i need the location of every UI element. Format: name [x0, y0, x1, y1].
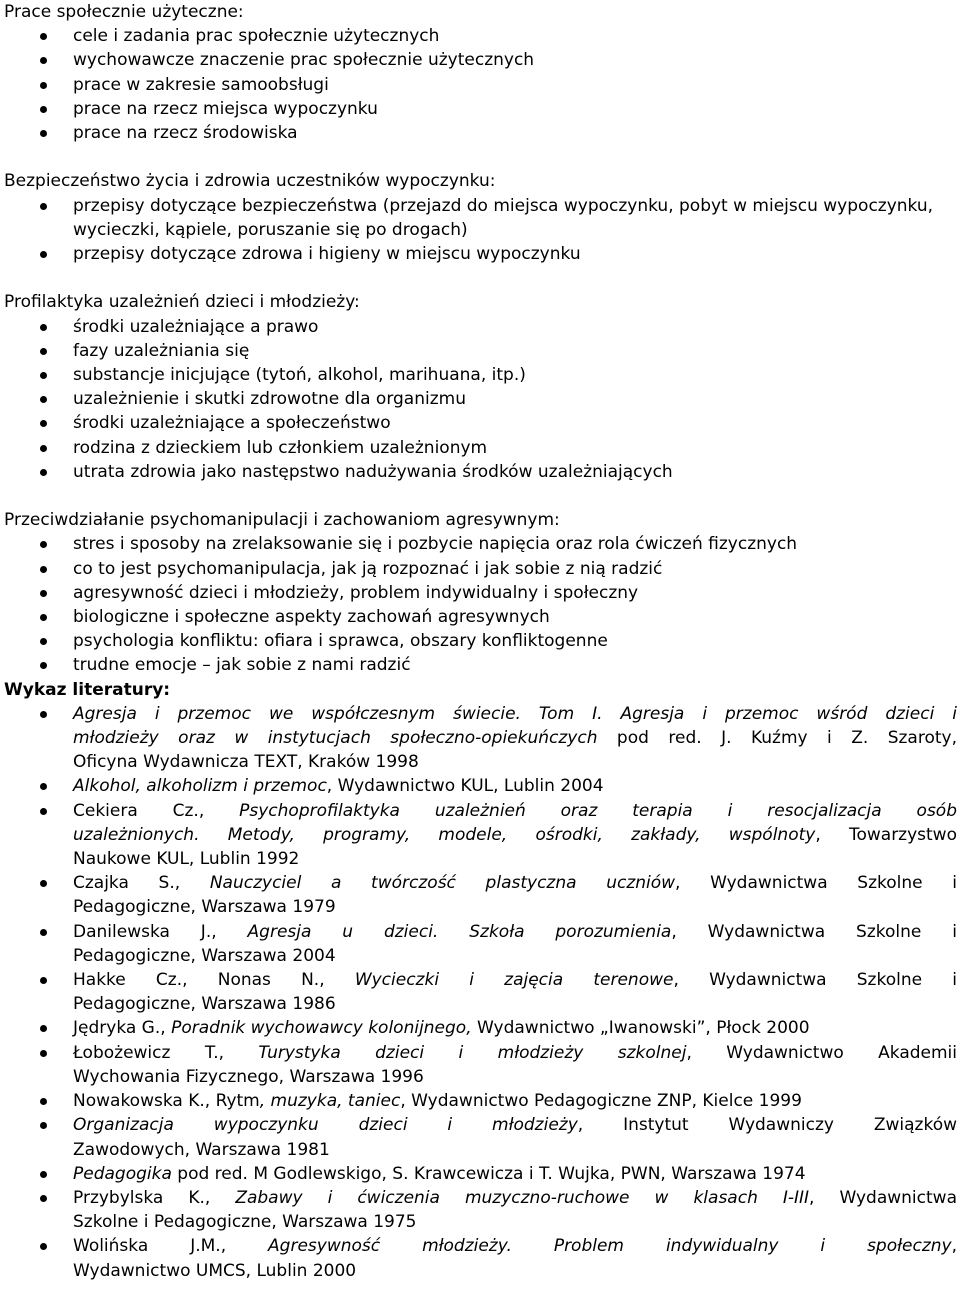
list-item: rodzina z dzieckiem lub członkiem uzależnionym	[4, 436, 957, 460]
title-text: Turystyka dzieci i młodzieży szkolnej	[258, 1042, 687, 1063]
entry-text: , Towarzystwo	[815, 824, 957, 845]
entry-text: Wolińska J.M.,	[73, 1236, 269, 1257]
literature-entry	[4, 702, 957, 775]
literature-section	[4, 678, 957, 1283]
literature-entry	[4, 1113, 957, 1161]
title-text: uzależnionych. Metody, programy, modele, ośrodki, zakłady, wspólnoty	[73, 824, 816, 845]
entry-line	[73, 895, 957, 919]
literature-entry	[4, 799, 957, 872]
entry-line	[73, 1113, 957, 1137]
entry-line	[73, 750, 957, 774]
entry-text: Oficyna Wydawnicza TEXT, Kraków 1998	[73, 752, 419, 773]
title-text: Nauczyciel a twórczość plastyczna uczniów	[209, 873, 676, 894]
entry-text: Zawodowych, Warszawa 1981	[73, 1139, 330, 1160]
literature-entry	[4, 1089, 957, 1113]
literature-entry	[4, 1016, 957, 1040]
entry-text: , Wydawnictwa	[809, 1187, 957, 1208]
entry-line	[73, 774, 957, 798]
topic-section	[4, 290, 957, 484]
entry-line	[73, 1210, 957, 1234]
literature-entry	[4, 1234, 957, 1282]
literature-heading: Wykaz literatury:	[4, 679, 171, 700]
entry-line	[73, 1259, 957, 1283]
topic-sections	[4, 0, 957, 678]
entry-line	[73, 799, 957, 823]
entry-text: Czajka S.,	[73, 873, 210, 894]
bullet-list	[4, 194, 957, 267]
list-item: substancje inicjujące (tytoń, alkohol, marihuana, itp.)	[4, 363, 957, 387]
literature-entry	[4, 920, 957, 968]
entry-text: , Wydawnictwo Akademii	[686, 1042, 957, 1063]
title-text: , muzyka, taniec	[259, 1091, 401, 1112]
list-item: wychowawcze znaczenie prac społecznie użytecznych	[4, 48, 957, 72]
list-item: prace w zakresie samoobsługi	[4, 73, 957, 97]
list-item: utrata zdrowia jako następstwo nadużywania środków uzależniających	[4, 460, 957, 484]
literature-list	[4, 702, 957, 1283]
entry-line	[73, 823, 957, 847]
topic-section	[4, 508, 957, 677]
literature-entry	[4, 871, 957, 919]
list-item: przepisy dotyczące bezpieczeństwa (przejazd do miejsca wypoczynku, pobyt w miejscu wypoczynku, wycieczki, kąpiele, poruszanie się po drogach)	[4, 194, 957, 242]
literature-entry	[4, 1041, 957, 1089]
entry-text: Wychowania Fizycznego, Warszawa 1996	[73, 1066, 424, 1087]
entry-text: Cekiera Cz.,	[73, 800, 240, 821]
section-heading: Bezpieczeństwo życia i zdrowia uczestników wypoczynku:	[4, 171, 496, 192]
entry-text: , Wydawnictwo Pedagogiczne ZNP, Kielce 1999	[400, 1091, 802, 1112]
entry-line	[73, 702, 957, 726]
list-item: co to jest psychomanipulacja, jak ją rozpoznać i jak sobie z nią radzić	[4, 557, 957, 581]
list-item: cele i zadania prac społecznie użytecznych	[4, 24, 957, 48]
entry-line	[73, 920, 957, 944]
title-text: Psychoprofilaktyka uzależnień oraz terapia i resocjalizacja osób	[239, 800, 957, 821]
entry-line	[73, 1234, 957, 1258]
list-item: trudne emocje – jak sobie z nami radzić	[4, 653, 957, 677]
entry-line	[73, 944, 957, 968]
list-item: fazy uzależniania się	[4, 339, 957, 363]
title-text: Poradnik wychowawcy kolonijnego,	[171, 1018, 472, 1039]
entry-line	[73, 1016, 957, 1040]
title-text: Alkohol, alkoholizm i przemoc	[73, 776, 327, 797]
section-heading: Przeciwdziałanie psychomanipulacji i zachowaniom agresywnym:	[4, 510, 560, 531]
list-item: prace na rzecz miejsca wypoczynku	[4, 97, 957, 121]
section-heading: Profilaktyka uzależnień dzieci i młodzieży:	[4, 292, 360, 313]
entry-line	[73, 1162, 957, 1186]
entry-text: Hakke Cz., Nonas N.,	[73, 970, 355, 991]
entry-line	[73, 871, 957, 895]
list-item: agresywność dzieci i młodzieży, problem indywidualny i społeczny	[4, 581, 957, 605]
entry-line	[73, 1138, 957, 1162]
entry-text: Nowakowska K., Rytm	[73, 1091, 260, 1112]
entry-text: , Instytut Wydawniczy Związków	[577, 1115, 958, 1136]
entry-line	[73, 1065, 957, 1089]
literature-entry	[4, 968, 957, 1016]
entry-text: , Wydawnictwa Szkolne i	[671, 921, 957, 942]
entry-text: Łobożewicz T.,	[73, 1042, 259, 1063]
list-item: psychologia konfliktu: ofiara i sprawca, obszary konfliktogenne	[4, 629, 957, 653]
entry-text: Jędryka G.,	[73, 1018, 172, 1039]
entry-text: ,	[951, 1236, 957, 1257]
entry-line	[73, 1089, 957, 1113]
list-item: biologiczne i społeczne aspekty zachowań agresywnych	[4, 605, 957, 629]
list-item: stres i sposoby na zrelaksowanie się i pozbycie napięcia oraz rola ćwiczeń fizycznych	[4, 532, 957, 556]
topic-section	[4, 0, 957, 145]
title-text: Agresja i przemoc we współczesnym świecie. Tom I. Agresja i przemoc wśród dzieci i	[73, 703, 957, 724]
entry-text: Naukowe KUL, Lublin 1992	[73, 849, 300, 870]
entry-text: pod red. J. Kuźmy i Z. Szaroty,	[597, 728, 957, 749]
entry-line	[73, 1041, 957, 1065]
entry-line	[73, 726, 957, 750]
literature-entry	[4, 1162, 957, 1186]
entry-text: , Wydawnictwa Szkolne i	[673, 970, 957, 991]
bullet-list	[4, 532, 957, 677]
bullet-list	[4, 315, 957, 484]
literature-entry	[4, 1186, 957, 1234]
entry-text: Wydawnictwo „Iwanowski”, Płock 2000	[471, 1018, 810, 1039]
title-text: Agresja u dzieci. Szkoła porozumienia	[247, 921, 672, 942]
list-item: prace na rzecz środowiska	[4, 121, 957, 145]
entry-text: Danilewska J.,	[73, 921, 248, 942]
entry-line	[73, 847, 957, 871]
entry-text: , Wydawnictwa Szkolne i	[675, 873, 957, 894]
section-heading: Prace społecznie użyteczne:	[4, 2, 244, 22]
list-item: przepisy dotyczące zdrowa i higieny w miejscu wypoczynku	[4, 242, 957, 266]
title-text: Wycieczki i zajęcia terenowe	[354, 970, 674, 991]
title-text: Agresywność młodzieży. Problem indywidualny i społeczny	[268, 1236, 952, 1257]
entry-text: , Wydawnictwo KUL, Lublin 2004	[326, 776, 604, 797]
entry-text: Wydawnictwo UMCS, Lublin 2000	[73, 1260, 357, 1281]
entry-text: Pedagogiczne, Warszawa 2004	[73, 945, 336, 966]
entry-text: Pedagogiczne, Warszawa 1979	[73, 897, 336, 918]
list-item: środki uzależniające a prawo	[4, 315, 957, 339]
title-text: Zabawy i ćwiczenia muzyczno-ruchowe w klasach I-III	[235, 1187, 810, 1208]
bullet-list	[4, 24, 957, 145]
entry-text: Szkolne i Pedagogiczne, Warszawa 1975	[73, 1212, 417, 1233]
list-item: uzależnienie i skutki zdrowotne dla organizmu	[4, 387, 957, 411]
title-text: Organizacja wypoczynku dzieci i młodzieży	[73, 1115, 578, 1136]
entry-line	[73, 968, 957, 992]
entry-text: Przybylska K.,	[73, 1187, 236, 1208]
title-text: Pedagogika	[73, 1163, 172, 1184]
list-item: środki uzależniające a społeczeństwo	[4, 411, 957, 435]
entry-line	[73, 992, 957, 1016]
topic-section	[4, 169, 957, 266]
entry-text: Pedagogiczne, Warszawa 1986	[73, 994, 336, 1015]
entry-line	[73, 1186, 957, 1210]
title-text: młodzieży oraz w instytucjach społeczno-opiekuńczych	[73, 728, 598, 749]
entry-text: pod red. M Godlewskigo, S. Krawcewicza i T. Wujka, PWN, Warszawa 1974	[171, 1163, 806, 1184]
literature-entry	[4, 774, 957, 798]
